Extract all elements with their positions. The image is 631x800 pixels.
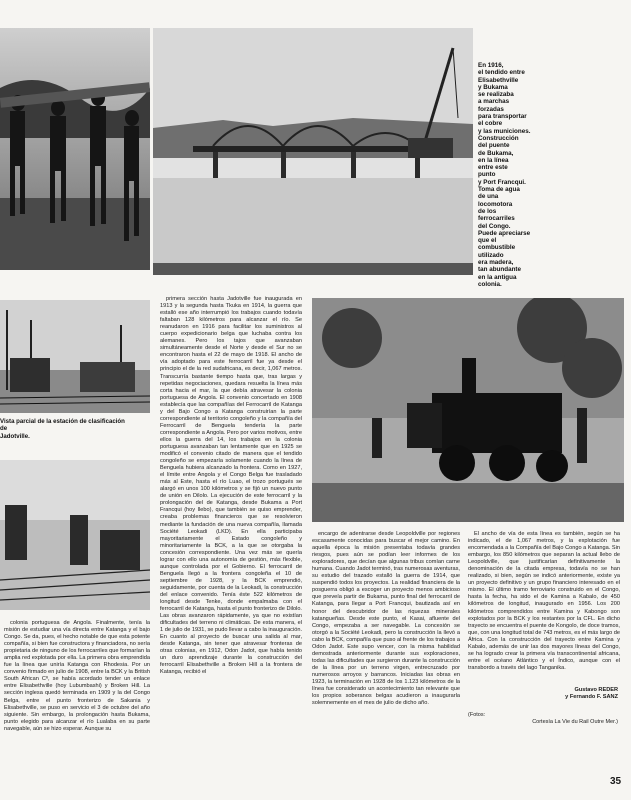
signature-line-2: y Fernando F. SANZ xyxy=(565,694,618,700)
text-column-3 xyxy=(312,531,460,763)
text-column-2 xyxy=(160,296,302,776)
text-column-4 xyxy=(468,531,620,683)
signature-line-1: Gustavo REDER xyxy=(574,687,618,693)
top-caption-line: era madera, xyxy=(478,259,514,267)
bridge-illustration xyxy=(153,28,473,275)
top-caption-line: de Bukama, xyxy=(478,149,514,157)
top-caption-line: Elisabethville xyxy=(478,76,519,84)
top-caption-line: que el xyxy=(478,237,497,245)
top-caption-line: del Congo. xyxy=(478,222,511,230)
top-caption-line: combustible xyxy=(478,244,516,252)
top-caption-line: y Port Francqui. xyxy=(478,178,526,186)
top-caption-line: colonia. xyxy=(478,280,502,288)
top-caption-line: de una xyxy=(478,193,499,201)
top-caption-line: Toma de agua xyxy=(478,186,520,194)
photo-credit xyxy=(468,712,618,726)
photo-yard xyxy=(0,460,150,610)
station-illustration xyxy=(0,300,150,413)
photo-bridge-construction xyxy=(153,28,473,275)
top-caption-line: tan abundante xyxy=(478,266,522,274)
locomotive-illustration xyxy=(312,298,624,522)
top-caption-line: Construcción xyxy=(478,134,519,142)
top-caption-line: ferrocarriles xyxy=(478,215,515,223)
top-caption-line: En 1916, xyxy=(478,62,504,69)
top-caption-line: utilizado xyxy=(478,251,504,259)
yard-illustration xyxy=(0,460,150,610)
column-1-text: colonia portuguesa de Angola. Finalmente, tenía la misión de estudiar una vía directa entre Katanga y el bajo Congo. Se da, pues, el hecho notable de que esta potente compañía, si bien fue constructora y financiadora, no sería propietaria de ninguno de los ferrocarriles que formarían la amplia red explotada por ella. La primera obra emprendida fue la línea que uniría Katanga con Rhodesia. Por un convenio firmado en julio de 1908, entre la BCK y la British South African Cº, se había acordado tender un enlace entre Elisabethville (hoy Lubumbashi) y Broken Hill. La sección inglesa quedó terminada en 1909 y la del Congo Belga, entre el punto fronterizo de Sakania y Elisabethville, se puso en servicio el 3 de octubre del año siguiente. Sin embargo, la prolongación hasta Bukama, punto elegido para alcanzar el río Lualaba en su parte navegable, aún se hizo esperar. Aunque su xyxy=(4,620,150,732)
column-4-text: El ancho de vía de esta línea es también, según se ha indicado, el de 1,067 metros, y la explotación fue encomendada a la Compañía del Bajo Congo a Katanga. Sin embargo, los 850 kilómetros que separan la actual Ilebo de Leopoldville, que justificarían definitivamente la denominación de la citada empresa, todavía no se han realizado, si bien, según se indicó anteriormente, existe ya un proyecto definitivo y un grupo financiero interesado en el mismo. El último tramo ferroviario construido en el Congo, hasta la fecha, ha sido el de Kamina a Kabalo, de 450 kilómetros de longitud, inaugurado en 1956. Los 200 kilómetros comprendidos entre Kamina y Kabongo son explotados por la BCK y los restantes por la CFL. En dicho trayecto se encuentra el puente de Kongolo, de doce tramos, que, con una longitud total de 743 metros, es el más largo de África. Con la construcción del trayecto entre Kamina y Kabalo, además de unir las dos mayores líneas del Congo, se ha logrado crear la primera vía transcontinental africana, entre el océano Atlántico y el Índico, aunque con el transbordo a través del lago Tanganika. xyxy=(468,531,620,671)
page-number: 35 xyxy=(610,776,622,787)
top-caption-line: en la antigua xyxy=(478,273,517,281)
top-caption-line: Puede apreciarse xyxy=(478,229,531,237)
top-caption-line: de los xyxy=(478,207,497,215)
author-signature xyxy=(468,687,618,701)
top-caption-line: entre este xyxy=(478,164,508,172)
left-caption-line-3: Jadotville. xyxy=(0,432,30,440)
photo-workers xyxy=(0,28,150,270)
top-caption-line: para transportar xyxy=(478,113,527,121)
top-caption-line: el cobre xyxy=(478,120,503,128)
photo-jadotville-station xyxy=(0,300,150,413)
credit-line-2: Cortesía La Vie du Rail Outre Mer.) xyxy=(532,718,618,725)
left-caption-line-2: de xyxy=(0,425,8,433)
workers-illustration xyxy=(0,28,150,270)
top-caption-line: del puente xyxy=(478,142,510,150)
text-column-1 xyxy=(4,620,150,772)
photo-locomotive xyxy=(312,298,624,522)
top-caption-line: en la línea xyxy=(478,156,509,164)
top-caption-line: punto xyxy=(478,171,496,179)
top-caption-line: el tendido entre xyxy=(478,69,525,77)
top-caption-line: a marchas xyxy=(478,98,510,106)
left-caption xyxy=(0,418,150,440)
top-caption-line: y las municiones. xyxy=(478,127,531,135)
left-caption-line-1: Vista parcial de la estación de clasificación xyxy=(0,418,125,425)
column-2-text: primera sección hasta Jadotville fue inaugurada en 1913 y la segunda hasta Tkuka en 1914, la guerra que estalló ese año interrumpió los trabajos cuando todavía faltaban 128 kilómetros para alcanzar el río. Se reanudaron en 1916 para facilitar los suministros al cuerpo expedicionario belga que luchaba contra los alemanes. Pero los tajos que avanzaban simultáneamente desde el Norte y desde el Sur no se encontraron hasta el 22 de mayo de 1918. El ancho de vía adoptado para este ferrocarril fue ya desde el principio el de la red sudafricana, es decir, 1,067 metros. Transcurría bastante tiempo hasta que, tras largas y repetidas negociaciones, quedara resuelta la línea más corta hacia el mar, la que debía atravesar la colonia portuguesa de Angola. El convenio concertado en 1908 establecía que las compañías del Ferrocarril de Katanga y del Bajo Congo a Katanga construirían la parte correspondiente al territorio congoleño y la compañía del Ferrocarril de Benguela tendería la parte correspondiente a Angola. Pero por varios motivos, entre ellos la guerra del 14, los trabajos en la colonia portuguesa avanzaban tan lentamente que en 1925 se modificó el convenio citado de manera que el tendido congoleño se empezaría solamente cuando la línea de Benguela hubiera alcanzado la frontera. Como en 1927, el límite entre Angola y el Congo Belga fue trasladado más al Este, hasta el río Luao, el trozo portugués se alargó en unos 100 kilómetros y se fijó un nuevo punto de unión en Dilolo. La ejecución de este ferrocarril y la prolongación del de Katanga, desde Bukama a Port Francqui (hoy Ilebo), que también se quiso emprender, creaba problemas financieros que se resolvieron mediante la fundación de una nueva compañía, llamada Société Leokadi (LKD). En ella participaba mayoritariamente el Estado congoleño y minoritariamente la BCK, a la que se otorgaba la concesión correspondiente. Una vez más se quería lograr con ello una autonomía de gestión, más flexible, aunque controlada por el Gobierno. El ferrocarril de Benguela llegó a la frontera congoleña el 10 de septiembre de 1928, y la BCK emprendió, seguidamente, por cuenta de la Leokadi, la construcción del enlace convenido. Tenía éste 522 kilómetros de longitud desde Tenke, donde empalmaba con el ferrocarril de Katanga, hasta el punto fronterizo de Dilolo. Las obras avanzaron rápidamente, ya que no existían dificultades del terreno ni climáticas. De esta manera, el 1 de julio de 1931, se pudo llevar a cabo la inauguración. En cuanto al proyecto de buscar una salida al mar, desde Katanga, sin tener que atravesar fronteras de otras colonias, en 1912, Odon Jadot, que había tenido un duro aprendizaje durante la construcción del ferrocarril Elisabethville a Broken Hill a la frontera de Katanga, recibió el xyxy=(160,296,302,676)
top-caption-line: y Bukama xyxy=(478,83,508,91)
top-caption-line: forzadas xyxy=(478,105,504,113)
column-3-text: encargo de adentrarse desde Leopoldville por regiones escasamente conocidas para buscar el mejor camino. En aquella época la misión presentaba todavía grandes riesgos, pues aún se podían leer informes de los exploradores, que decían que algunas tribus comían carne humana. Cuando Jadot terminó, tras numerosas aventuras, su estudio del trazado estalló la guerra de 1914, que suspendió todos los proyectos. La realidad financiera de la posguerra obligó a escoger un proyecto menos ambicioso que preveía partir de Bukama, punto final del ferrocarril de Katanga, para llegar a Port Francqui, bautizada así en honor del descubridor de las riquezas minerales katangueñas. Desde este punto, el Kasai, afluente del Congo, empezaba a ser navegable. La concesión se otorgó a la Société Leokadi, pero la construcción la llevó a cabo la BCK, compañía que puso al frente de los trabajos a Odon Jadot. Este supo vencer, con la misma habilidad demostrada anteriormente durante sus exploraciones, todas las dificultades que surgieron durante la construcción de la línea por un terreno virgen, entrecruzado por numerosos arroyos y barrancos. Iniciadas las obras en 1923, la terminación en 1928 de los 1.123 kilómetros de la línea fue considerado un acontecimiento tan relevante que los propios soberanos belgas acudieron a inaugurarla solemnemente en el mes de julio de dicho año. xyxy=(312,531,460,707)
top-caption-line: locomotora xyxy=(478,200,513,208)
top-caption-line: se realizaba xyxy=(478,91,514,99)
credit-line-1: (Fotos: xyxy=(468,712,486,718)
top-caption-text xyxy=(478,62,578,288)
top-caption xyxy=(478,62,578,288)
